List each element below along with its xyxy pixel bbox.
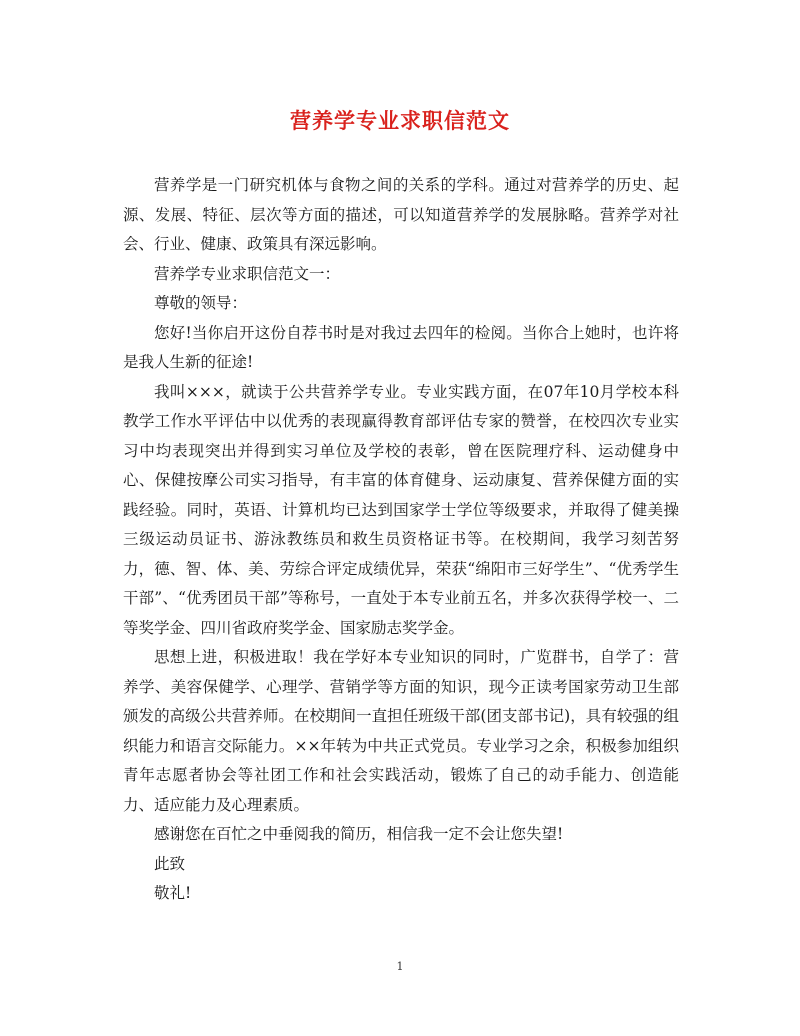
experience-paragraph: 我叫×××，就读于公共营养学专业。专业实践方面，在07年10月学校本科教学工作水平评估中以优秀的表现赢得教育部评估专家的赞誉，在校四次专业实习中均表现突出并得到实习单位及学校的表彰，曾在医院理疗科、运动健身中心、保健按摩公司实习指导，有丰富的体育健身、运动康复、营养保健方面的实践经验。同时，英语、计算机均已达到国家学士学位等级要求，并取得了健美操三级运动员证书、游泳教练员和救生员资格证书等。在校期间，我学习刻苦努力，德、智、体、美、劳综合评定成绩优异，荣获“绵阳市三好学生”、“优秀学生干部”、“优秀团员干部”等称号，一直处于本专业前五名，并多次获得学校一、二等奖学金、四川省政府奖学金、国家励志奖学金。 [123,382,679,637]
intro-paragraph: 营养学是一门研究机体与食物之间的关系的学科。通过对营养学的历史、起源、发展、特征、层次等方面的描述，可以知道营养学的发展脉略。营养学对社会、行业、健康、政策具有深远影响。 [123,176,679,253]
salutation: 尊敬的领导： [154,294,248,312]
closing-line: 此致 [154,854,186,873]
document-body [123,171,679,909]
greeting-paragraph: 您好!当你启开这份自荐书时是对我过去四年的检阅。当你合上她时，也许将是我人生新的征途! [123,323,679,371]
regards-line: 敬礼! [154,884,192,902]
page-number: 1 [396,960,404,973]
letter-heading: 营养学专业求职信范文一： [154,264,341,283]
qualities-paragraph: 思想上进，积极进取！我在学好本专业知识的同时，广览群书，自学了：营养学、美容保健学、心理学、营销学等方面的知识，现今正读考国家劳动卫生部颁发的高级公共营养师。在校期间一直担任班级干部(团支部书记)，具有较强的组织能力和语言交际能力。××年转为中共正式党员。专业学习之余，积极参加组织青年志愿者协会等社团工作和社会实践活动，锻炼了自己的动手能力、创造能力、适应能力及心理素质。 [123,648,679,814]
document-title: 营养学专业求职信范文 [290,108,510,133]
thanks-paragraph: 感谢您在百忙之中垂阅我的简历，相信我一定不会让您失望! [154,825,564,843]
